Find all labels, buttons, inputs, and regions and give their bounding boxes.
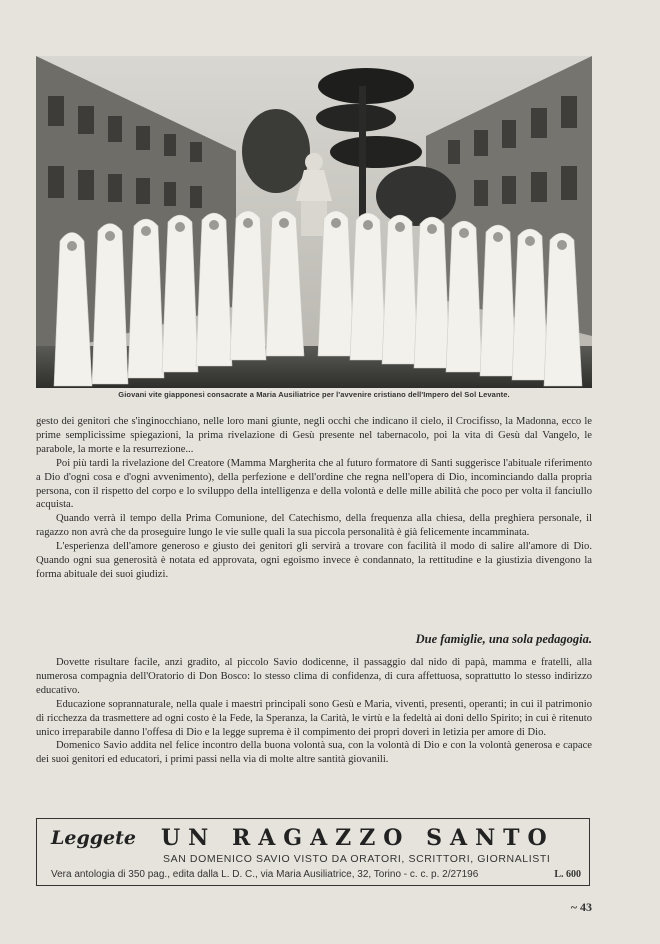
photo-caption: Giovani vite giapponesi consacrate a Maria Ausiliatrice per l'avvenire cristiano dell'Impero del Sol Levante. xyxy=(118,390,510,399)
advert-lead: Leggete xyxy=(51,827,136,849)
paragraph: Educazione soprannaturale, nella quale i maestri principali sono Gesù e Maria, viventi, presenti, operanti; in cui il patrimonio di ricchezza da trasmettere ad ogni costo è la Fede, la Speranza, la Carità, le virtù e la fedeltà ai doni dello Spirito; in cui è ritenuto unico irreparabile danno l'offesa di Dio e la legge suprema è il compimento dei propri doveri in letizia per amore di Dio. xyxy=(36,698,592,738)
paragraph: L'esperienza dell'amore generoso e giusto dei genitori gli servirà a trovare con facilità il modo di salire all'amore di Dio. Quando ogni sua generosità è notata ed approvata, ogni egoismo invece è condannato, la rettitudine e la giustizia divengono la forma abituale dei suoi giudizi. xyxy=(36,541,592,580)
advert-info-line xyxy=(51,869,581,880)
paragraph: Poi più tardi la rivelazione del Creatore (Mamma Margherita che al futuro formatore di Santi suggerisce l'abituale riferimento a Dio d'ogni cosa e d'ogni avvenimento), della perfezione e dell'ordine che regna nell'opera di Dio, incominciando dalla propria persona, con il rispetto del corpo e lo sviluppo della intelligenza e della volontà e delle mille abilità che poco per volta il fanciullo acquista. xyxy=(36,457,592,511)
advert-price: L. 600 xyxy=(554,869,581,880)
article-section-2 xyxy=(36,656,592,767)
advert-info: Vera antologia di 350 pag., edita dalla L. D. C., via Maria Ausiliatrice, 32, Torino - c. c. p. 2/27196 xyxy=(51,869,479,880)
paragraph: Dovette risultare facile, anzi gradito, al piccolo Savio dodicenne, il passaggio dal nido di papà, mamma e fratelli, alla numerosa compagnia dell'Oratorio di Don Bosco: lo stesso clima di confidenza, di cura affettuosa, soprattutto lo stesso indirizzo educativo. xyxy=(36,657,592,696)
page-number: ~ 43 xyxy=(570,900,592,914)
advert-title: UN RAGAZZO SANTO xyxy=(161,825,555,851)
section-heading: Due famiglie, una sola pedagogia. xyxy=(415,632,592,646)
advert-subtitle: SAN DOMENICO SAVIO VISTO DA ORATORI, SCRITTORI, GIORNALISTI xyxy=(163,853,551,865)
paragraph: Quando verrà il tempo della Prima Comunione, del Catechismo, della frequenza alla chiesa, della preghiera personale, il ragazzo non avrà che da proseguire lungo le vie sulle quali la sua piccola personalità è già felicemente incamminata. xyxy=(36,513,592,539)
photograph xyxy=(36,56,592,388)
article-section-1 xyxy=(36,415,592,582)
paragraph: gesto dei genitori che s'inginocchiano, nelle loro mani giunte, negli occhi che indicano il cielo, il Crocifisso, la Madonna, ecco le prime semplicissime spiegazioni, la prima rivelazione di Gesù presente nel tabernacolo, poi la vita di Gesù dal Vangelo, le parabole, la morte e la resurrezione... xyxy=(36,416,592,455)
group-photo-image xyxy=(36,56,592,388)
book-advertisement xyxy=(36,818,590,886)
paragraph: Domenico Savio addita nel felice incontro della buona volontà sua, con la volontà di Dio e con la volontà generosa e capace dei suoi genitori ed educatori, i primi passi nella via di molte altre santità giovanili. xyxy=(36,740,592,766)
